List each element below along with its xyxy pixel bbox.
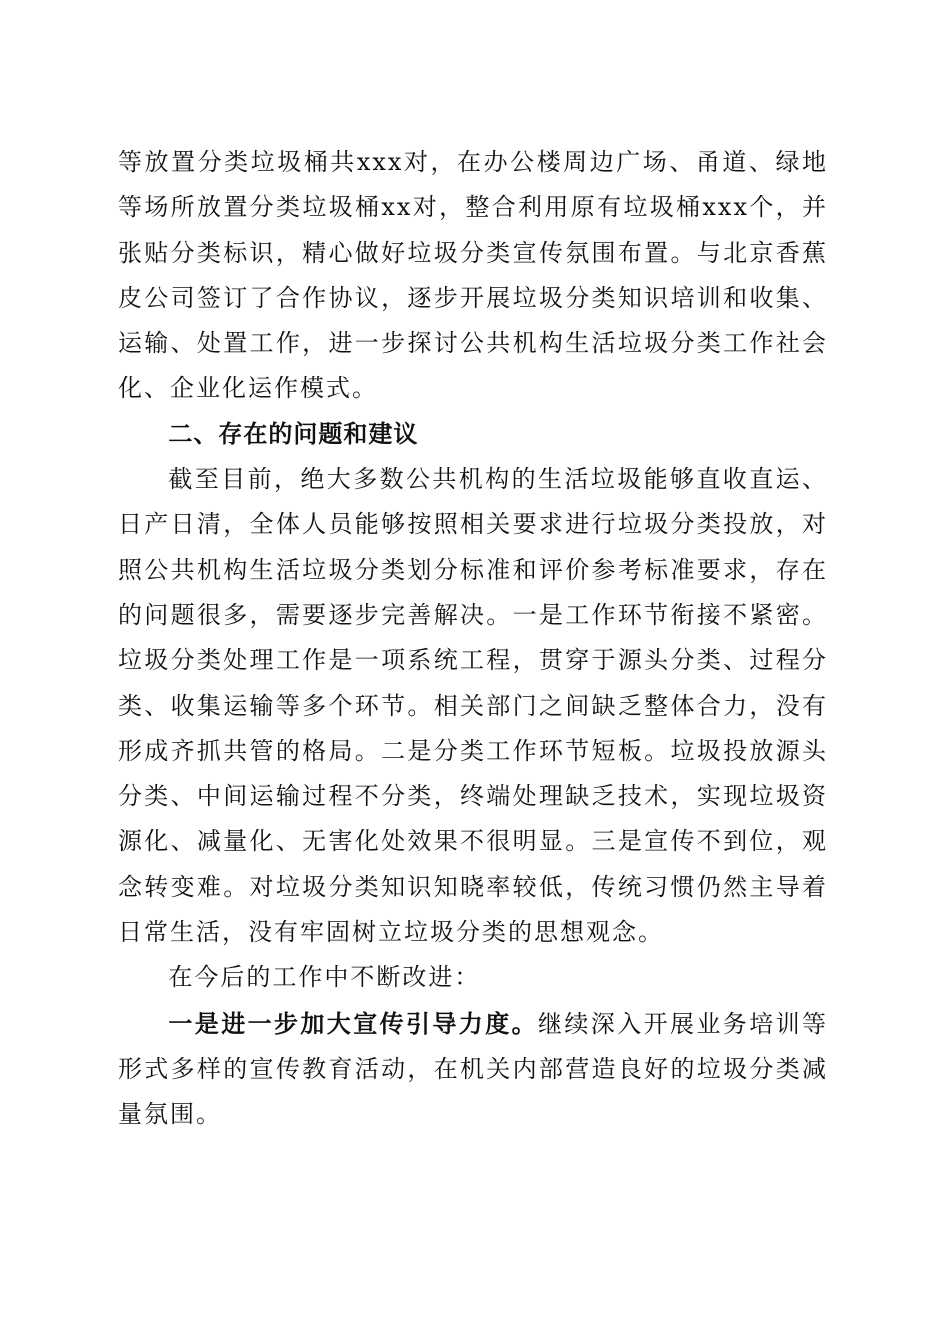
section-heading: 二、存在的问题和建议 [168,419,419,448]
paragraph-problems: 截至目前，绝大多数公共机构的生活垃圾能够直收直运、日产日清，全体人员能够按照相关要求进行垃圾分类投放，对照公共机构生活垃圾分类划分标准和评价参考标准要求，存在的问题很多，需要逐步完善解决。一是工作环节衔接不紧密。垃圾分类处理工作是一项系统工程，贯穿于源头分类、过程分类、收集运输等多个环节。相关部门之间缺乏整体合力，没有形成齐抓共管的格局。二是分类工作环节短板。垃圾投放源头分类、中间运输过程不分类，终端处理缺乏技术，实现垃圾资源化、减量化、无害化处效果不很明显。三是宣传不到位，观念转变难。对垃圾分类知识知晓率较低，传统习惯仍然主导着日常生活，没有牢固树立垃圾分类的思想观念。 [118,465,828,947]
suggestion-one-body: 继续深入开展业务培训等形式多样的宣传教育活动，在机关内部营造良好的垃圾分类减量氛围。 [118,1009,829,1129]
paragraph-improvement-intro: 在今后的工作中不断改进： [168,963,481,992]
suggestion-one-lead: 一是进一步加大宣传引导力度。 [168,1008,538,1038]
paragraph-suggestion-one [118,1001,828,1138]
paragraph-continuation: 等放置分类垃圾桶共xxx对，在办公楼周边广场、甬道、绿地等场所放置分类垃圾桶xx对，整合利用原有垃圾桶xxx个，并张贴分类标识，精心做好垃圾分类宣传氛围布置。与北京香蕉皮公司签订了合作协议，逐步开展垃圾分类知识培训和收集、运输、处置工作，进一步探讨公共机构生活垃圾分类工作社会化、企业化运作模式。 [118,148,828,403]
document-body [118,140,828,1138]
